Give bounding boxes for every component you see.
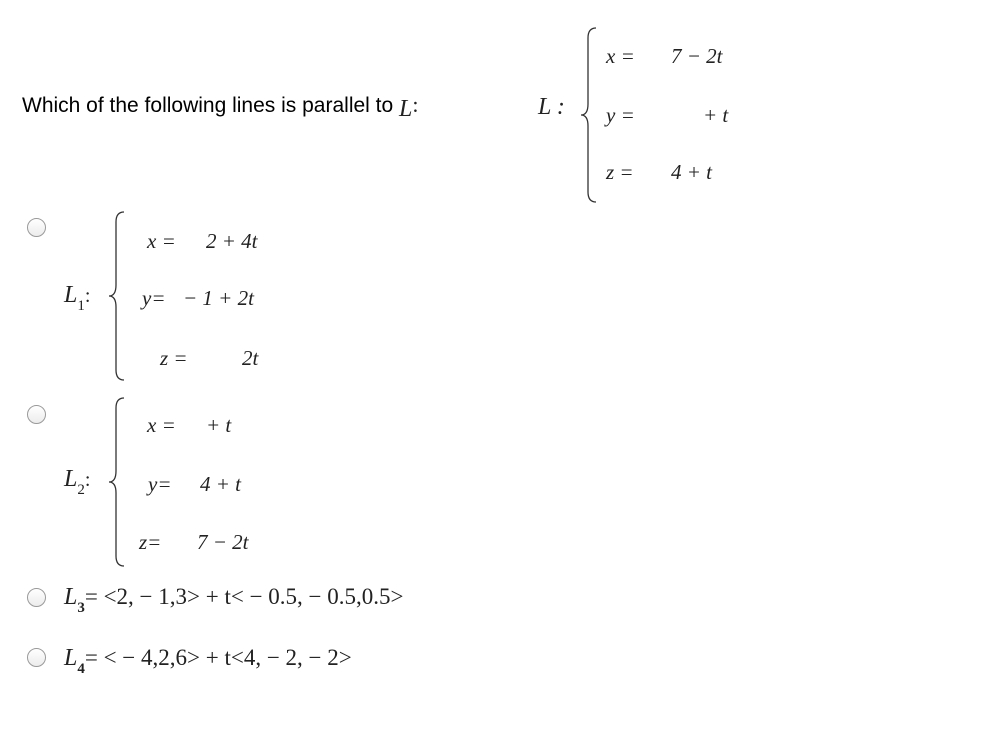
option-2-z-rhs: 7 − 2t (197, 530, 249, 554)
question-prompt (22, 92, 419, 122)
option-1-y-rhs: − 1 + 2t (183, 286, 254, 310)
option-1-z-lhs: z = (160, 346, 188, 370)
question-z-rhs: 4 + t (671, 160, 713, 184)
option-1-x-rhs: 2 + 4t (206, 229, 258, 253)
option-4-radio[interactable] (27, 648, 46, 667)
option-2-y-lhs: y= (148, 472, 172, 496)
option-2-z-lhs: z= (139, 530, 162, 554)
question-brace (576, 26, 600, 204)
option-2-x-lhs: x = (147, 413, 176, 437)
option-1-y-lhs: y= (142, 286, 166, 310)
question-x-rhs: 7 − 2t (671, 44, 723, 68)
option-4-index: 4 (77, 661, 85, 677)
option-4-equation (64, 645, 352, 677)
question-text: Which of the following lines is parallel to (22, 94, 394, 117)
option-1-line-name: $L_1$: (64, 282, 91, 314)
question-y-rhs: + t (703, 103, 729, 127)
option-1-z-rhs: 2t (242, 346, 259, 370)
question-y-lhs: y = (606, 103, 635, 127)
option-4-line-name: L (64, 645, 78, 671)
option-3-index: 3 (77, 600, 85, 616)
option-1-x-lhs: x = (147, 229, 176, 253)
option-1-brace (104, 210, 128, 382)
reference-colon: : (412, 92, 419, 117)
option-3-expression: = <2, − 1,3> + t< − 0.5, − 0.5,0.5> (84, 584, 404, 609)
option-2-y-rhs: 4 + t (200, 472, 242, 496)
option-3-equation (64, 584, 404, 616)
option-3-line-name: L (64, 584, 78, 610)
option-3-radio[interactable] (27, 588, 46, 607)
option-4-expression: = < − 4,2,6> + t<4, − 2, − 2> (84, 645, 352, 670)
option-2-x-rhs: + t (206, 413, 232, 437)
question-z-lhs: z = (606, 160, 634, 184)
reference-line-label: L (399, 96, 413, 122)
option-2-brace (104, 396, 128, 568)
system-line-name: L : (538, 94, 565, 120)
option-2-radio[interactable] (27, 405, 46, 424)
question-x-lhs: x = (606, 44, 635, 68)
option-1-radio[interactable] (27, 218, 46, 237)
option-2-line-name: $L_2$: (64, 466, 91, 498)
